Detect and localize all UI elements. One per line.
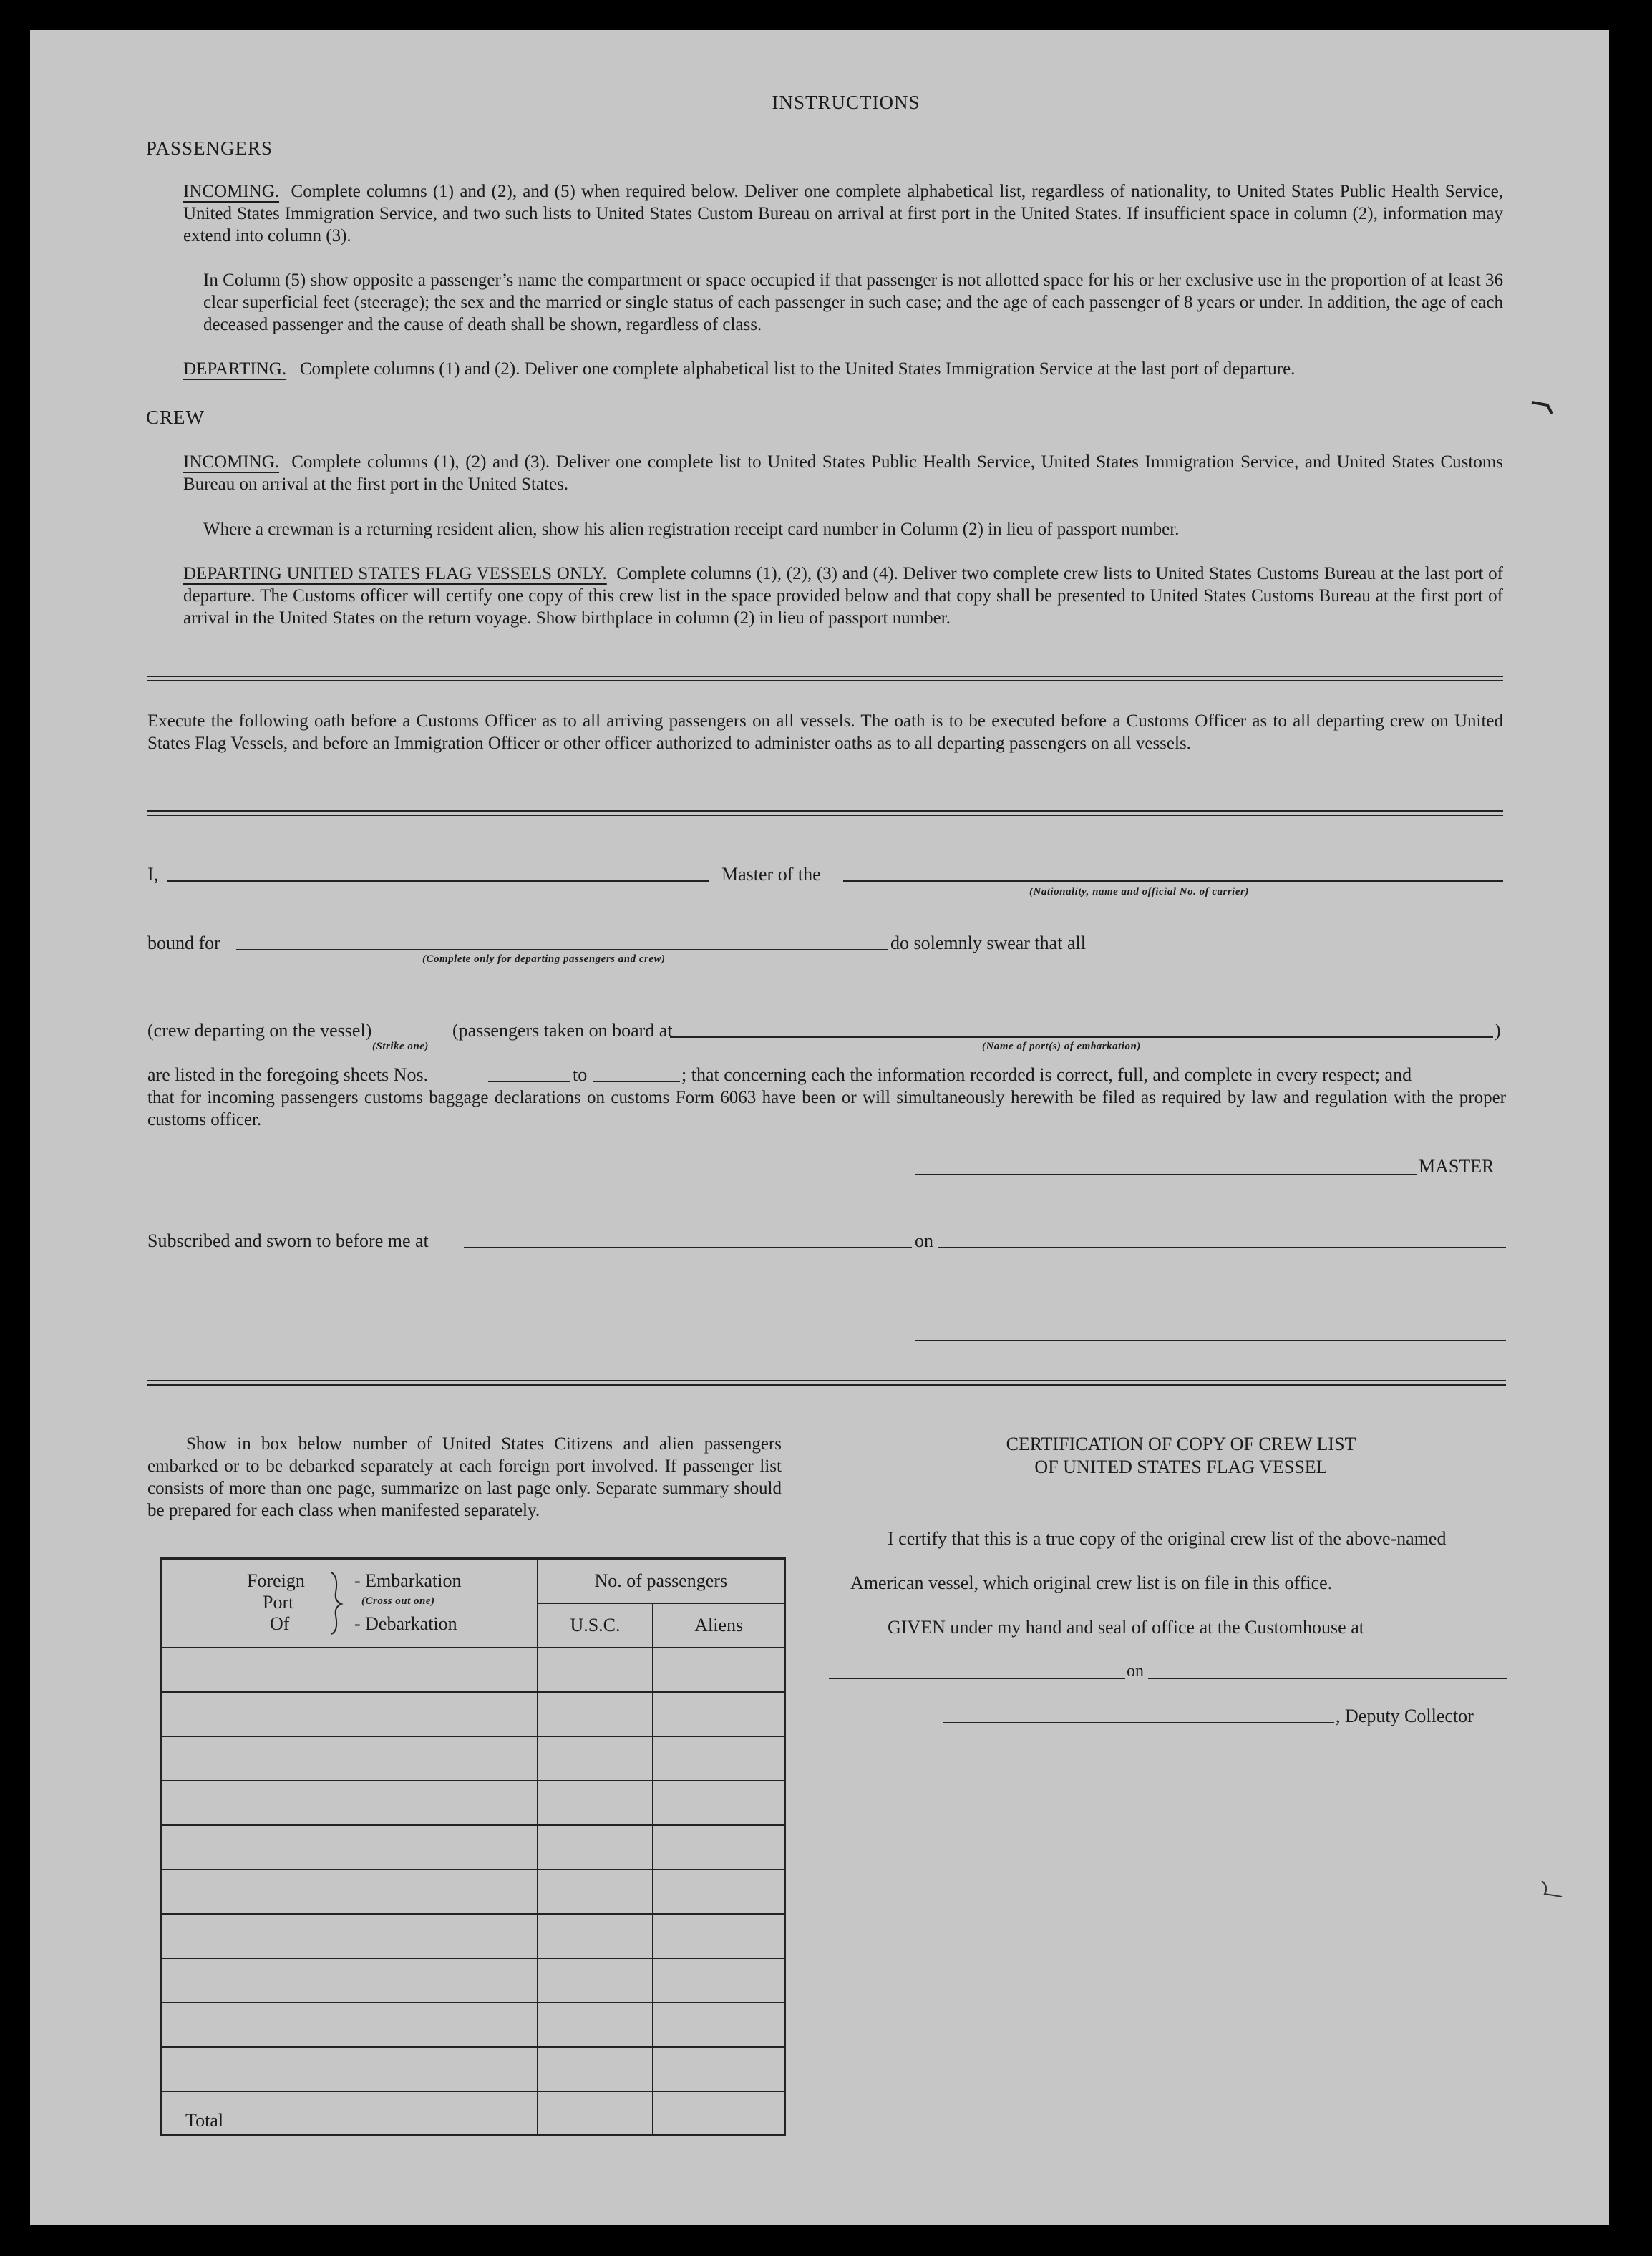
- passengers-heading: PASSENGERS: [146, 137, 273, 159]
- sworn-date-field[interactable]: [938, 1247, 1506, 1248]
- crew-resident-paragraph: Where a crewman is a returning resident alien, show his alien registration receipt card number in Column (2) in lieu of passport number.: [203, 520, 1180, 539]
- crew-heading: CREW: [146, 407, 205, 428]
- usc-cell[interactable]: [538, 1825, 653, 1870]
- table-row: [162, 1870, 785, 1914]
- table-row: [162, 1825, 785, 1870]
- foreign-label: Foreign: [247, 1570, 305, 1591]
- usc-cell[interactable]: [538, 1958, 653, 2003]
- embarkation-ports-field[interactable]: [670, 1036, 1493, 1038]
- aliens-cell[interactable]: [653, 1692, 784, 1736]
- sheet-from-field[interactable]: [488, 1081, 570, 1082]
- certification-title-line1: CERTIFICATION OF COPY OF CREW LIST: [1006, 1434, 1356, 1454]
- usc-header: U.S.C.: [538, 1603, 653, 1648]
- bound-for-label: bound for: [147, 933, 220, 953]
- port-cell[interactable]: [162, 1736, 538, 1781]
- port-cell[interactable]: [162, 2047, 538, 2091]
- certification-on-label: on: [1127, 1662, 1144, 1681]
- deputy-signature-field[interactable]: [943, 1722, 1334, 1723]
- close-paren: ): [1495, 1020, 1501, 1041]
- table-row: [162, 1692, 785, 1736]
- sheets-rest-text: ; that concerning each the information recorded is correct, full, and complete in every respect; and: [681, 1064, 1412, 1085]
- passengers-taken-option: (passengers taken on board at: [452, 1020, 673, 1041]
- sworn-on-label: on: [915, 1230, 933, 1251]
- debarkation-label: - Debarkation: [354, 1613, 457, 1634]
- usc-cell[interactable]: [538, 2047, 653, 2091]
- crew-incoming-paragraph: [183, 451, 1503, 495]
- master-of-label: Master of the: [721, 864, 821, 885]
- crew-departing-option: (crew departing on the vessel): [147, 1020, 372, 1041]
- bound-note: (Complete only for departing passengers and crew): [422, 953, 666, 965]
- to-label: to: [573, 1064, 588, 1085]
- port-cell[interactable]: [162, 1958, 538, 2003]
- cross-out-note: (Cross out one): [361, 1595, 435, 1607]
- table-row: [162, 2003, 785, 2047]
- table-row: [162, 1914, 785, 1958]
- crew-incoming-text: Complete columns (1), (2) and (3). Deliver one complete list to United States Public Health Service, United States Immigration Service, and United States Customs Bureau on arrival at the first port in the United States.: [183, 452, 1504, 494]
- usc-total-cell[interactable]: [538, 2091, 653, 2136]
- passengers-departing-text: Complete columns (1) and (2). Deliver one complete alphabetical list to the United States Immigration Service at the last port of departure.: [299, 359, 1296, 379]
- port-label: Port: [263, 1592, 294, 1613]
- baggage-paragraph: that for incoming passengers customs baggage declarations on customs Form 6063 have been or will simultaneously herewith be filed as required by law and regulation with the proper customs officer.: [147, 1088, 1506, 1129]
- aliens-cell[interactable]: [653, 1914, 784, 1958]
- port-header-cell: [162, 1559, 538, 1648]
- aliens-cell[interactable]: [653, 1736, 784, 1781]
- table-row: [162, 1736, 785, 1781]
- crew-incoming-label: INCOMING.: [183, 452, 280, 472]
- oath-i-label: I,: [147, 864, 159, 885]
- passenger-summary-table: [160, 1557, 786, 2136]
- crew-departing-paragraph: [183, 563, 1503, 629]
- carrier-note: (Nationality, name and official No. of carrier): [1029, 886, 1249, 898]
- crew-departing-text: Complete columns (1), (2), (3) and (4). Deliver two complete crew lists to United States Customs Bureau at the last port of departure. The Customs officer will certify one copy of this crew list in the space provided below and that copy shall be presented to United States Customs Bureau at the first port of arrival in the United States on the return voyage. Show birthplace in column (2) in lieu of passport number.: [183, 564, 1504, 628]
- scan-mark-icon: [1530, 398, 1559, 419]
- given-text: GIVEN under my hand and seal of office at the Customhouse at: [888, 1617, 1364, 1638]
- passengers-incoming-paragraph: [183, 180, 1503, 247]
- passengers-departing-paragraph: [183, 358, 1295, 380]
- usc-cell[interactable]: [538, 1736, 653, 1781]
- aliens-total-cell[interactable]: [653, 2091, 784, 2136]
- master-signature-field[interactable]: [915, 1174, 1417, 1175]
- aliens-cell[interactable]: [653, 2047, 784, 2091]
- aliens-cell[interactable]: [653, 1825, 784, 1870]
- table-row: [162, 2047, 785, 2091]
- port-cell[interactable]: [162, 1825, 538, 1870]
- strike-note: (Strike one): [372, 1041, 429, 1052]
- divider: [147, 1380, 1506, 1386]
- deputy-collector-label: , Deputy Collector: [1336, 1706, 1474, 1726]
- embarkation-label: - Embarkation: [354, 1570, 462, 1591]
- total-row: [162, 2091, 785, 2136]
- aliens-cell[interactable]: [653, 2003, 784, 2047]
- summary-paragraph: Show in box below number of United States Citizens and alien passengers embarked or to be debarked separately at each foreign port involved. If passenger list consists of more than one page, summarize on last page only. Separate summary should be prepared for each class when manifested separately.: [147, 1434, 782, 1520]
- instructions-title: INSTRUCTIONS: [772, 92, 920, 113]
- certify-line2: American vessel, which original crew list is on file in this office.: [850, 1572, 1333, 1593]
- no-passengers-header: No. of passengers: [538, 1559, 785, 1603]
- usc-cell[interactable]: [538, 2003, 653, 2047]
- port-cell[interactable]: [162, 1781, 538, 1825]
- aliens-cell[interactable]: [653, 1781, 784, 1825]
- master-name-field[interactable]: [167, 880, 709, 882]
- swear-text: do solemnly swear that all: [890, 933, 1086, 953]
- oath-intro-paragraph: Execute the following oath before a Customs Officer as to all arriving passengers on all vessels. The oath is to be executed before a Customs Officer as to all departing crew on United States Flag Vessels, and before an Immigration Officer or other officer authorized to administer oaths as to all departing passengers on all vessels.: [147, 711, 1503, 753]
- divider: [147, 676, 1503, 681]
- port-cell[interactable]: [162, 2003, 538, 2047]
- passengers-column5-paragraph: In Column (5) show opposite a passenger’s name the compartment or space occupied if that passenger is not allotted space for his or her exclusive use in the proportion of at least 36 clear superficial feet (steerage); the sex and the married or single status of each passenger in such case; and the age of each passenger of 8 years or under. In addition, the age of each deceased passenger and the cause of death shall be shown, regardless of class.: [203, 271, 1503, 334]
- carrier-field[interactable]: [843, 880, 1503, 882]
- usc-cell[interactable]: [538, 1692, 653, 1736]
- master-label: MASTER: [1419, 1156, 1495, 1177]
- usc-cell[interactable]: [538, 1648, 653, 1692]
- aliens-cell[interactable]: [653, 1648, 784, 1692]
- certification-date-field[interactable]: [1148, 1678, 1507, 1679]
- sheets-label: are listed in the foregoing sheets Nos.: [147, 1064, 429, 1085]
- aliens-header: Aliens: [653, 1603, 784, 1648]
- port-cell[interactable]: [162, 1692, 538, 1736]
- passengers-incoming-text: Complete columns (1) and (2), and (5) when required below. Deliver one complete alphabetical list, regardless of nationality, to United States Public Health Service, United States Immigration Service, and two such lists to United States Custom Bureau on arrival at first port in the United States. If insufficient space in column (2), information may extend into column (3).: [183, 182, 1504, 245]
- scan-mark-icon: [1539, 1875, 1568, 1904]
- port-cell[interactable]: [162, 1914, 538, 1958]
- bound-for-field[interactable]: [236, 949, 888, 950]
- port-cell[interactable]: [162, 1870, 538, 1914]
- subscribed-label: Subscribed and sworn to before me at: [147, 1230, 429, 1251]
- usc-cell[interactable]: [538, 1870, 653, 1914]
- passengers-incoming-label: INCOMING.: [183, 182, 280, 201]
- passengers-departing-label: DEPARTING.: [183, 359, 287, 379]
- port-cell[interactable]: [162, 1648, 538, 1692]
- sheet-to-field[interactable]: [593, 1081, 680, 1082]
- aliens-cell[interactable]: [653, 1958, 784, 2003]
- usc-cell[interactable]: [538, 1781, 653, 1825]
- certify-line1: I certify that this is a true copy of the original crew list of the above-named: [888, 1528, 1447, 1549]
- officer-signature-field[interactable]: [915, 1340, 1506, 1341]
- of-label: Of: [270, 1613, 290, 1634]
- divider: [147, 810, 1503, 816]
- customhouse-field[interactable]: [829, 1678, 1125, 1679]
- aliens-cell[interactable]: [653, 1870, 784, 1914]
- table-row: [162, 1958, 785, 2003]
- crew-departing-label: DEPARTING UNITED STATES FLAG VESSELS ONLY.: [183, 564, 607, 583]
- ports-note: (Name of port(s) of embarkation): [982, 1041, 1141, 1052]
- table-row: [162, 1648, 785, 1692]
- certification-title-line2: OF UNITED STATES FLAG VESSEL: [1034, 1457, 1328, 1477]
- sworn-place-field[interactable]: [464, 1247, 912, 1248]
- total-label: Total: [162, 2091, 538, 2136]
- usc-cell[interactable]: [538, 1914, 653, 1958]
- brace-icon: [327, 1571, 349, 1635]
- table-row: [162, 1781, 785, 1825]
